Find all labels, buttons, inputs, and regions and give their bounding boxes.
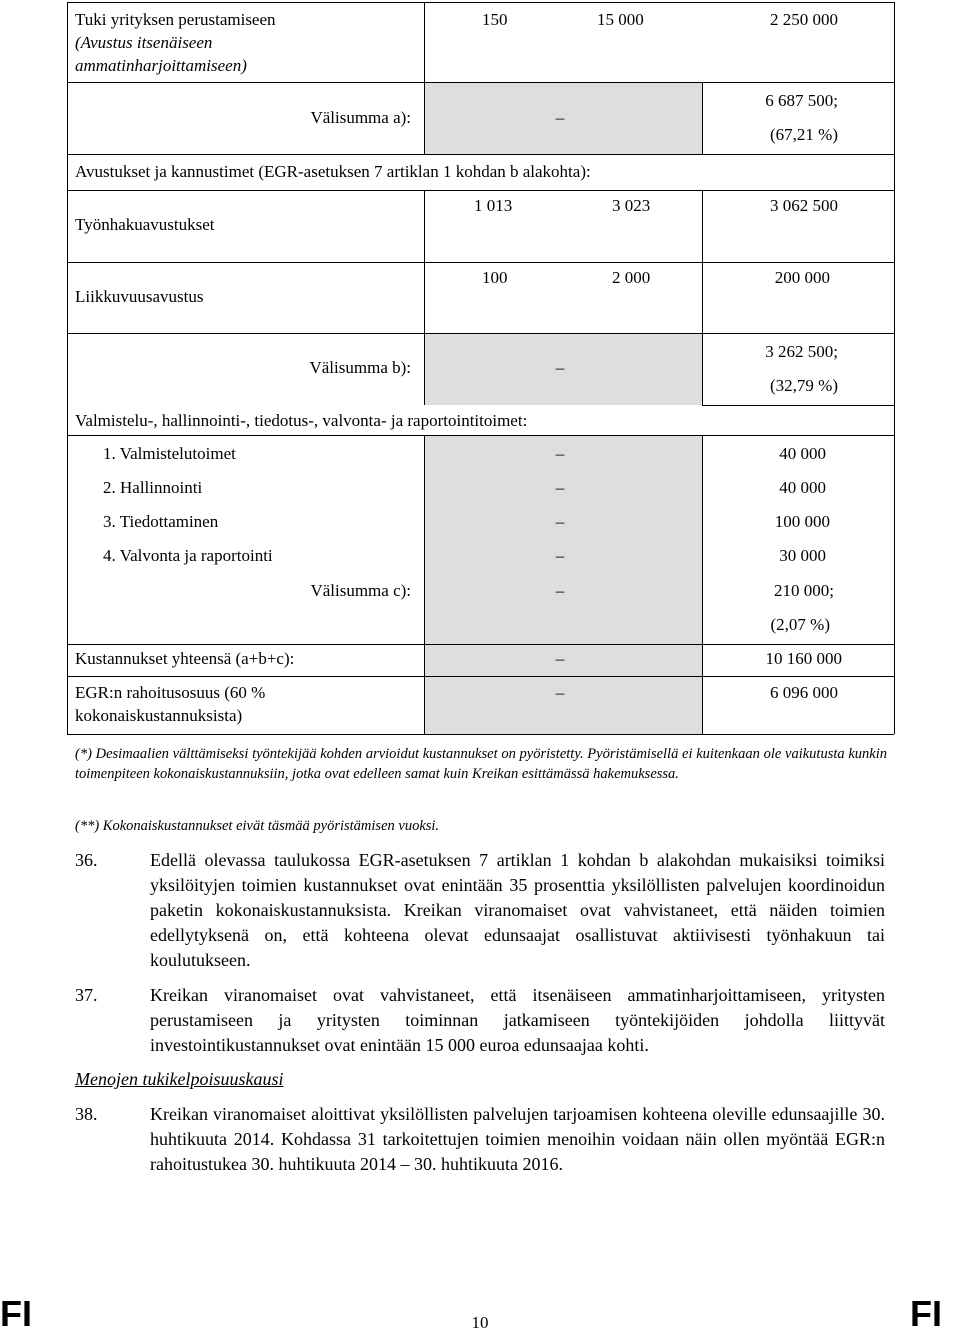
paragraph-36-number: 36. [75, 850, 98, 870]
paragraph-37-number: 37. [75, 985, 98, 1005]
egr-dash: – [555, 683, 565, 702]
paragraph-36: Edellä olevassa taulukossa EGR-asetuksen 7 artiklan 1 kohdan b alakohdan mukaisiksi toimiksi yksilöityjen toimien kustannukset ovat enintään 35 prosenttia yksilöllisten palvelujen koordinoidun paketin kokonaiskustannuksista. Kreikan viranomaiset ovat vahvistaneet, että näiden toimien edellytyksenä on, että kohteena olevat edunsaajat osallistuvat aktiivisesti työnhakuun tai koulutukseen. [150, 850, 885, 970]
egr-label-2: kokonaiskustannuksista) [75, 706, 243, 725]
row-c4-value: 30 000 [779, 546, 826, 565]
subtotal-c-pct: (2,07 %) [770, 615, 830, 634]
paragraph-37: Kreikan viranomaiset ovat vahvistaneet, että itsenäiseen ammatinharjoittamiseen, yritysten perustamiseen ja yritysten toiminnan jatkamiseen työntekijöiden johdolla liittyvät investointikustannukset ovat enintään 15 000 euroa edunsaajaa kohti. [150, 985, 885, 1055]
subtotal-a-value: 6 687 500; [765, 91, 838, 110]
footer-language-left: FI [0, 1293, 32, 1334]
row-tuki-label-2: (Avustus itsenäiseen [75, 33, 213, 52]
row-c1-value: 40 000 [779, 444, 826, 463]
row-c2-label: 2. Hallinnointi [103, 478, 203, 497]
subtotal-c-value: 210 000; [774, 581, 834, 600]
row-c3-dash: – [555, 512, 565, 531]
subtotal-a-label: Välisumma a): [310, 108, 411, 127]
total-label: Kustannukset yhteensä (a+b+c): [75, 649, 295, 668]
footnote-rounding: (*) Desimaalien välttämiseksi työntekijää kohden arvioidut kustannukset on pyöristetty. Pyöristämisellä ei kuitenkaan ole vaikutusta kunkin toimenpiteen kokonaiskustannuksiin, jotka ovat edelleen samat kuin Kreikan esittämässä hakemuksessa. [75, 746, 887, 782]
subtotal-b-value: 3 262 500; [765, 342, 838, 361]
subtotal-b-dash: – [555, 358, 565, 377]
row-tyonhaku-v1: 1 013 [474, 196, 513, 215]
total-dash: – [555, 649, 565, 668]
subtotal-b-pct: (32,79 %) [770, 376, 838, 395]
row-c3-value: 100 000 [774, 512, 830, 531]
row-c1-label: 1. Valmistelutoimet [103, 444, 236, 463]
row-tuki-label-3: ammatinharjoittamiseen) [75, 56, 247, 75]
subtotal-b-label: Välisumma b): [309, 358, 411, 377]
footer-language-right: FI [910, 1293, 942, 1334]
page-number: 10 [471, 1313, 489, 1332]
row-c4-dash: – [555, 546, 565, 565]
row-tyonhaku-v2: 3 023 [612, 196, 651, 215]
paragraph-38: Kreikan viranomaiset aloittivat yksilöllisten palvelujen tarjoamisen kohteena oleville edunsaajille 30. huhtikuuta 2014. Kohdassa 31 tarkoitettujen toimien menoihin voidaan näin ollen myöntää EGR:n rahoitustukea 30. huhtikuuta 2014 – 30. huhtikuuta 2016. [150, 1104, 885, 1174]
row-tyonhaku-label: Työnhakuavustukset [75, 215, 215, 234]
row-liikkuvuus-label: Liikkuvuusavustus [75, 287, 204, 306]
row-tyonhaku-v3: 3 062 500 [770, 196, 838, 215]
section-heading: Menojen tukikelpoisuuskausi [75, 1069, 284, 1089]
section-b-heading: Avustukset ja kannustimet (EGR-asetuksen 7 artiklan 1 kohdan b alakohta): [75, 162, 591, 181]
section-c-heading: Valmistelu-, hallinnointi-, tiedotus-, valvonta- ja raportointitoimet: [75, 411, 528, 430]
footnote-totals: (**) Kokonaiskustannukset eivät täsmää pyöristämisen vuoksi. [75, 818, 440, 834]
subtotal-a-dash: – [555, 108, 565, 127]
subtotal-a-pct: (67,21 %) [770, 125, 838, 144]
row-tuki-label-1: Tuki yrityksen perustamiseen [75, 10, 276, 29]
row-liikkuvuus-v2: 2 000 [612, 268, 651, 287]
row-liikkuvuus-v1: 100 [482, 268, 508, 287]
egr-value: 6 096 000 [770, 683, 838, 702]
paragraph-38-number: 38. [75, 1104, 98, 1124]
egr-label-1: EGR:n rahoitusosuus (60 % [75, 683, 266, 702]
subtotal-c-dash: – [555, 581, 565, 600]
row-tuki-v3: 2 250 000 [770, 10, 838, 29]
total-value: 10 160 000 [765, 649, 842, 668]
row-c2-dash: – [555, 478, 565, 497]
row-tuki-v2: 15 000 [597, 10, 644, 29]
row-c2-value: 40 000 [779, 478, 826, 497]
subtotal-c-label: Välisumma c): [310, 581, 411, 600]
row-tuki-v1: 150 [482, 10, 508, 29]
row-c4-label: 4. Valvonta ja raportointi [103, 546, 273, 565]
row-c3-label: 3. Tiedottaminen [103, 512, 219, 531]
row-liikkuvuus-v3: 200 000 [774, 268, 830, 287]
row-c1-dash: – [555, 444, 565, 463]
